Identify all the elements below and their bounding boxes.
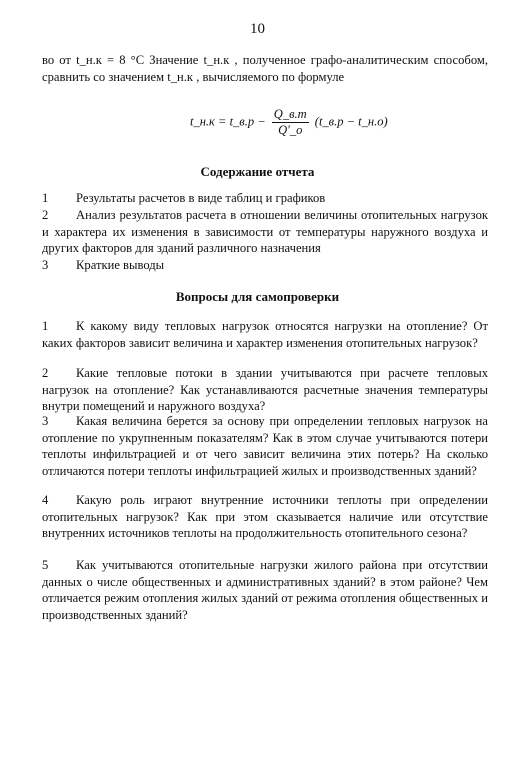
formula-numerator: Q_в.т: [273, 107, 307, 121]
item-text: Анализ результатов расчета в отношении величины отопительных нагрузок и характера их изменения в зависимости от температуры наружного воздуха и других факторов для зданий различного назначения: [42, 208, 488, 256]
question-item: [42, 413, 488, 479]
question-item: [42, 318, 488, 351]
page-number: 10: [250, 21, 265, 37]
report-item: [42, 207, 488, 257]
formula-fraction: [272, 107, 309, 138]
question-item: [42, 492, 488, 542]
item-text: К какому виду тепловых нагрузок относятся нагрузки на отопление? От каких факторов зависит величина и характер изменения отопительных нагрузок?: [42, 319, 488, 350]
item-text: Какие тепловые потоки в здании учитываются при расчете тепловых нагрузок на отопление? Как устанавливаются расчетные значения температуры внутри помещений и наружного воздуха?: [42, 366, 488, 414]
question-item: [42, 365, 488, 415]
item-number: 5: [42, 558, 49, 572]
item-number: 3: [42, 414, 49, 428]
item-number: 3: [42, 258, 49, 272]
item-text: Краткие выводы: [76, 258, 165, 272]
item-text: Какая величина берется за основу при определении тепловых нагрузок на отопление по укрупненным показателям? Как в этом случае учитываются потери теплоты инфильтрацией и от чего зависит величина этих потерь? На сколько отличаются потери теплоты инфильтрацией жилых и производственных зданий?: [42, 414, 488, 478]
report-item: [42, 257, 488, 274]
item-number: 2: [42, 208, 49, 222]
item-number: 1: [42, 319, 49, 333]
intro-paragraph: во от t_н.к = 8 °С Значение t_н.к , полученное графо-аналитическим способом, сравнить со значением t_н.к , вычисляемого по формуле: [42, 53, 488, 84]
formula-denominator: Q′_о: [278, 123, 303, 137]
question-item: [42, 557, 488, 623]
formula-lhs: t_н.к = t_в.р −: [190, 114, 266, 129]
item-number: 2: [42, 366, 49, 380]
item-number: 1: [42, 191, 49, 205]
item-number: 4: [42, 493, 49, 507]
formula: [190, 107, 388, 138]
item-text: Какую роль играют внутренние источники теплоты при определении отопительных нагрузок? Как при этом сказывается наличие или отсутствие внутренних источников теплоты на продолжительность отопительного сезона?: [42, 493, 488, 541]
section-heading-report: Содержание отчета: [200, 164, 315, 179]
item-text: Как учитываются отопительные нагрузки жилого района при отсутствии данных о числе общественных и административных зданий? в этом районе? Чем отличается режим отопления жилых зданий от режима отопления общественных и производственных зданий?: [42, 558, 488, 622]
section-heading-questions: Вопросы для самопроверки: [175, 289, 340, 304]
item-text: Результаты расчетов в виде таблиц и графиков: [76, 191, 326, 205]
formula-rhs: (t_в.р − t_н.о): [314, 114, 388, 129]
report-item: [42, 190, 488, 207]
